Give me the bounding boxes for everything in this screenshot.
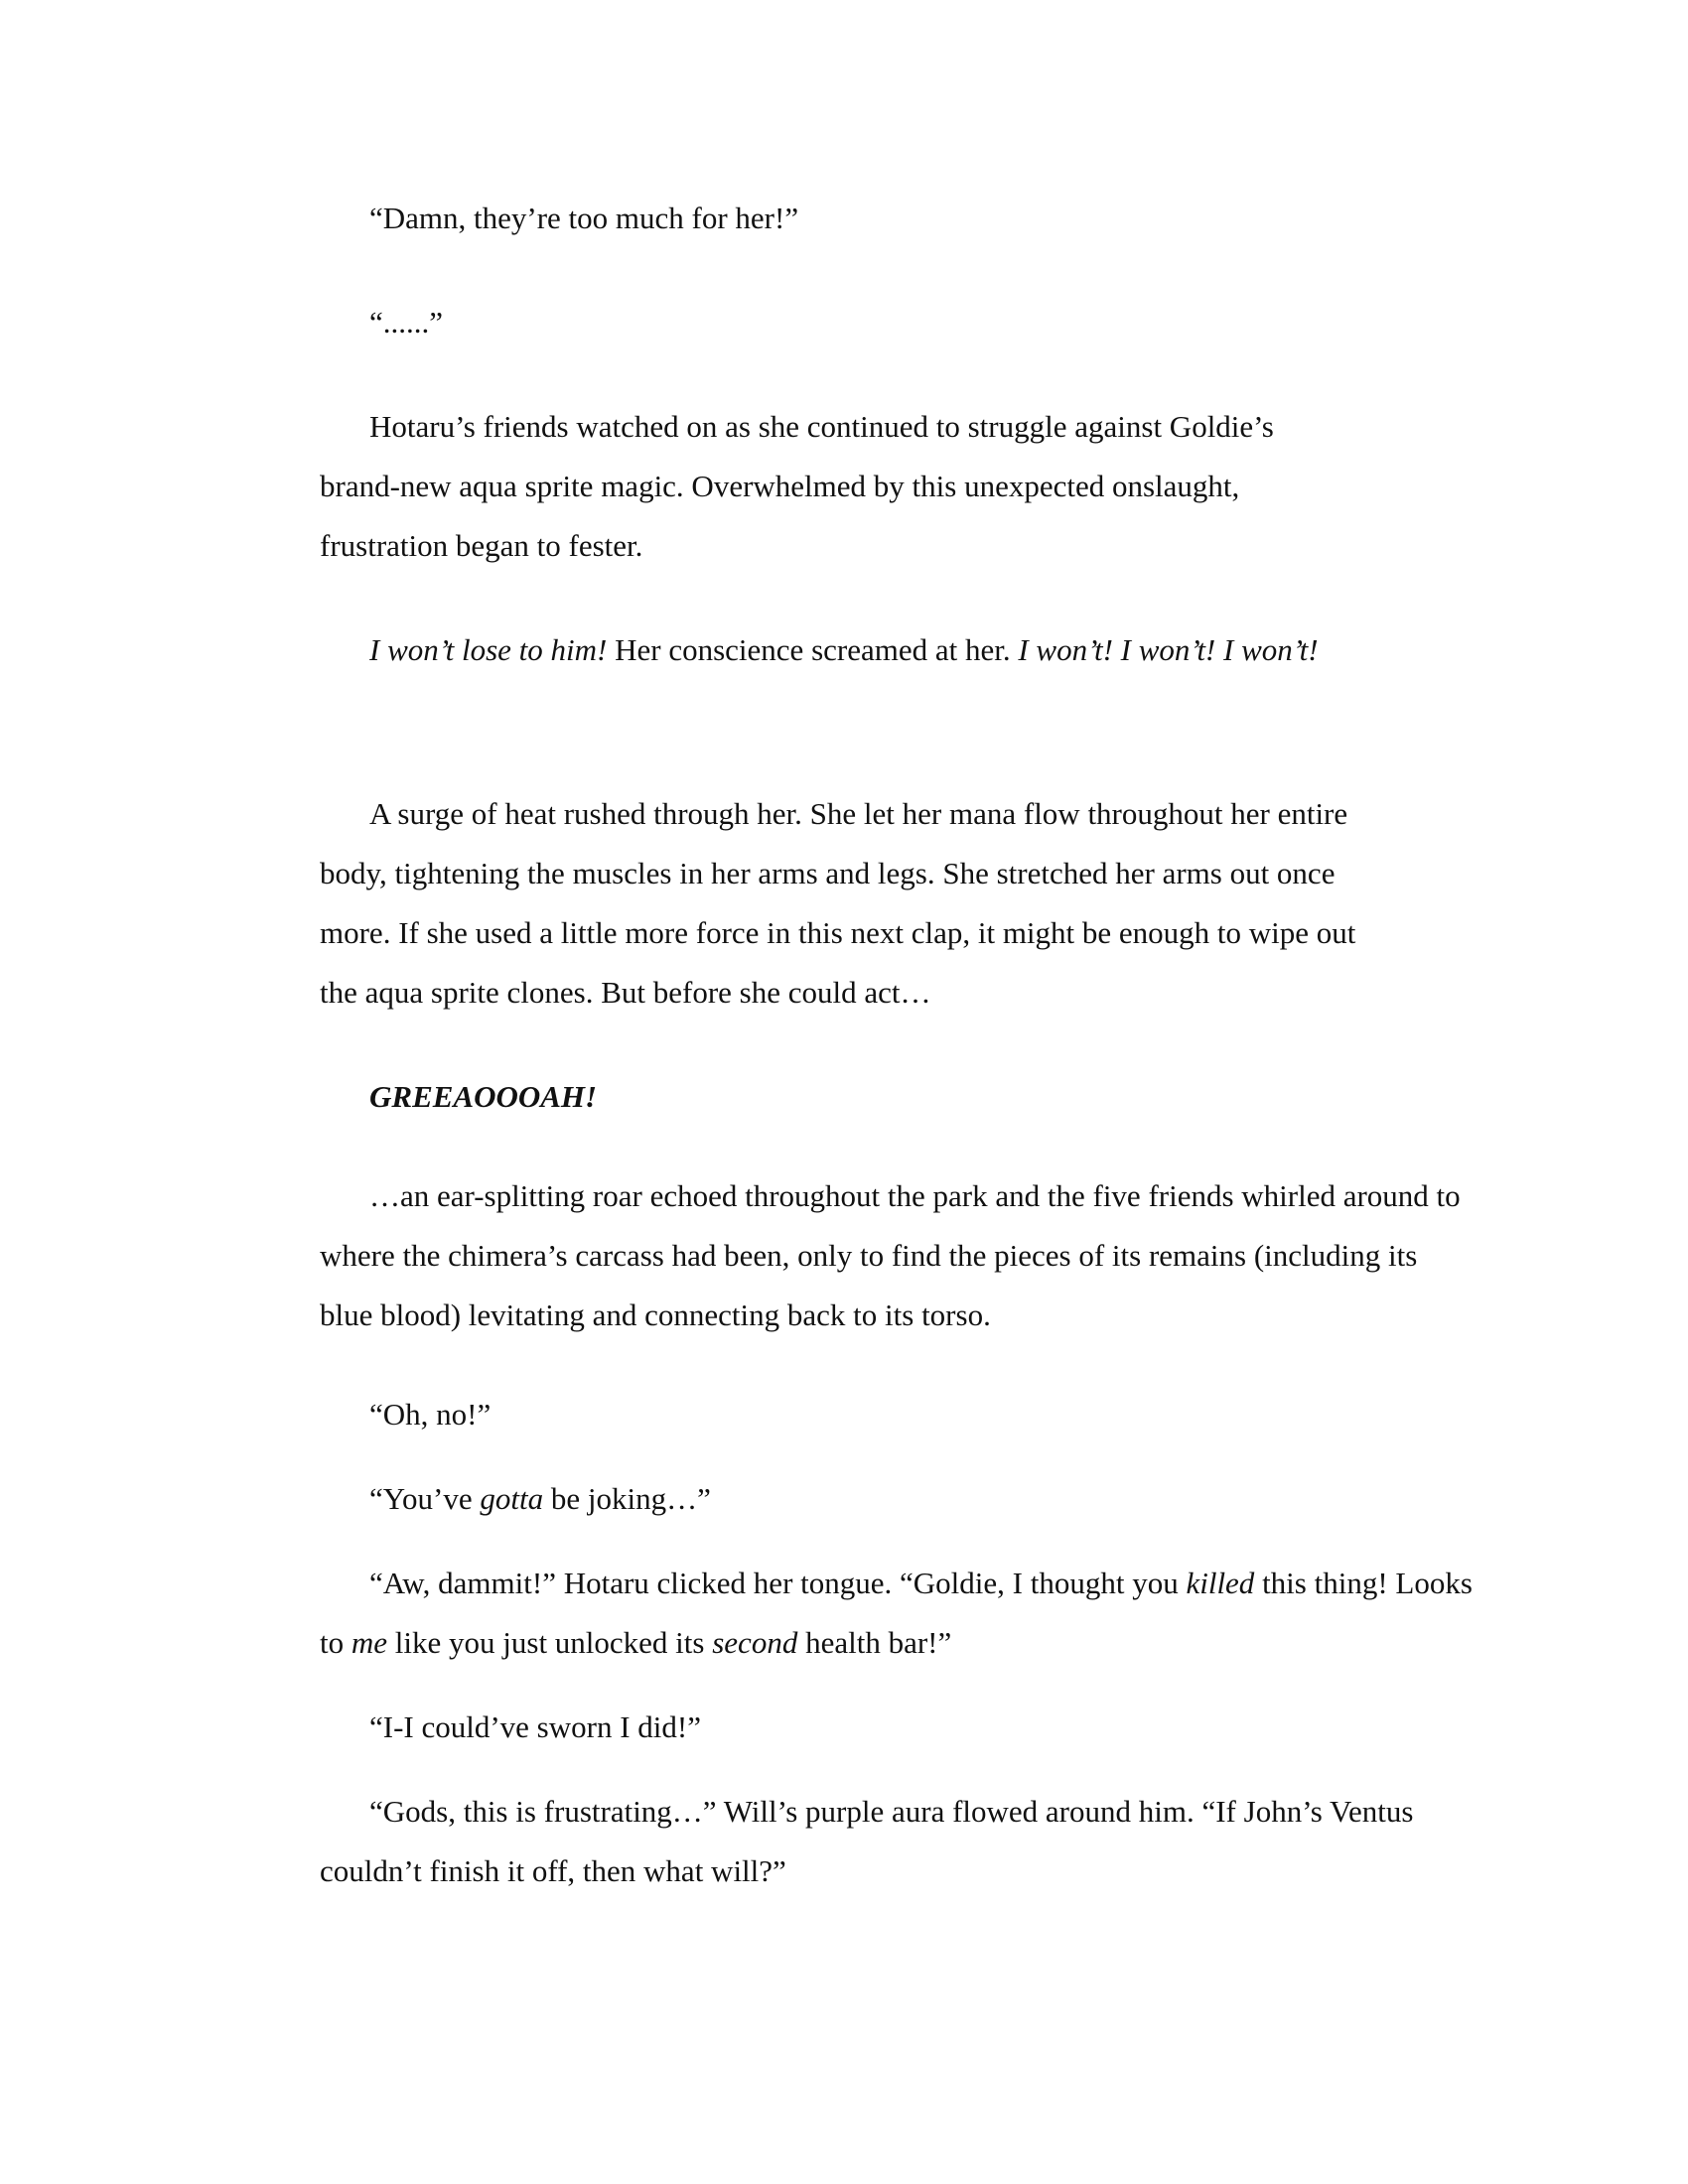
paragraph-text: this thing! Looks to — [320, 1566, 1473, 1660]
paragraph-8 — [320, 1385, 1472, 1444]
italic-thought: I won’t lose to him! — [369, 632, 608, 667]
paragraph-text: “Aw, dammit!” Hotaru clicked her tongue. “Goldie, I thought you — [369, 1566, 1187, 1600]
paragraph-9 — [320, 1469, 1472, 1529]
paragraph-text: Her conscience screamed at her. — [607, 632, 1019, 667]
paragraph-text: A surge of heat rushed through her. She let her mana flow throughout her entire body, tightening the muscles in her arms and legs. She stretched her arms out once more. If she used a little more force in this next clap, it might be enough to wipe out the aqua sprite clones. But before she could act… — [320, 796, 1356, 1010]
paragraph-5 — [320, 784, 1357, 1023]
paragraph-text: health bar!” — [797, 1625, 952, 1660]
paragraph-6 — [320, 1067, 1472, 1127]
paragraph-text: like you just unlocked its — [387, 1625, 713, 1660]
paragraph-text: “......” — [369, 305, 444, 340]
paragraph-3 — [320, 397, 1357, 576]
paragraph-1 — [320, 189, 1472, 248]
paragraph-text: “I-I could’ve sworn I did!” — [369, 1709, 701, 1744]
paragraph-text: “Oh, no!” — [369, 1397, 492, 1432]
sound-effect: GREEAOOOAH! — [369, 1079, 598, 1114]
paragraph-text: “Gods, this is frustrating…” Will’s purple aura flowed around him. “If John’s Ventus couldn’t finish it off, then what will?” — [320, 1794, 1414, 1888]
paragraph-text: …an ear-splitting roar echoed throughout the park and the five friends whirled around to where the chimera’s carcass had been, only to find the pieces of its remains (including its blue blood) levitating and connecting back to its torso. — [320, 1178, 1461, 1332]
paragraph-10 — [320, 1554, 1477, 1673]
paragraph-2 — [320, 293, 1472, 352]
paragraph-text: be joking…” — [543, 1481, 711, 1516]
italic-word: second — [712, 1625, 798, 1660]
paragraph-4 — [320, 620, 1357, 680]
paragraph-7 — [320, 1166, 1477, 1345]
paragraph-12 — [320, 1782, 1472, 1901]
paragraph-text: “You’ve — [369, 1481, 481, 1516]
paragraph-11 — [320, 1698, 1472, 1757]
italic-word: killed — [1186, 1566, 1255, 1600]
italic-word: gotta — [480, 1481, 544, 1516]
paragraph-text: Hotaru’s friends watched on as she continued to struggle against Goldie’s brand-new aqua sprite magic. Overwhelmed by this unexpected onslaught, frustration began to fester. — [320, 409, 1274, 563]
italic-thought: I won’t! I won’t! I won’t! — [1018, 632, 1319, 667]
italic-word: me — [351, 1625, 388, 1660]
paragraph-text: “Damn, they’re too much for her!” — [369, 201, 799, 235]
